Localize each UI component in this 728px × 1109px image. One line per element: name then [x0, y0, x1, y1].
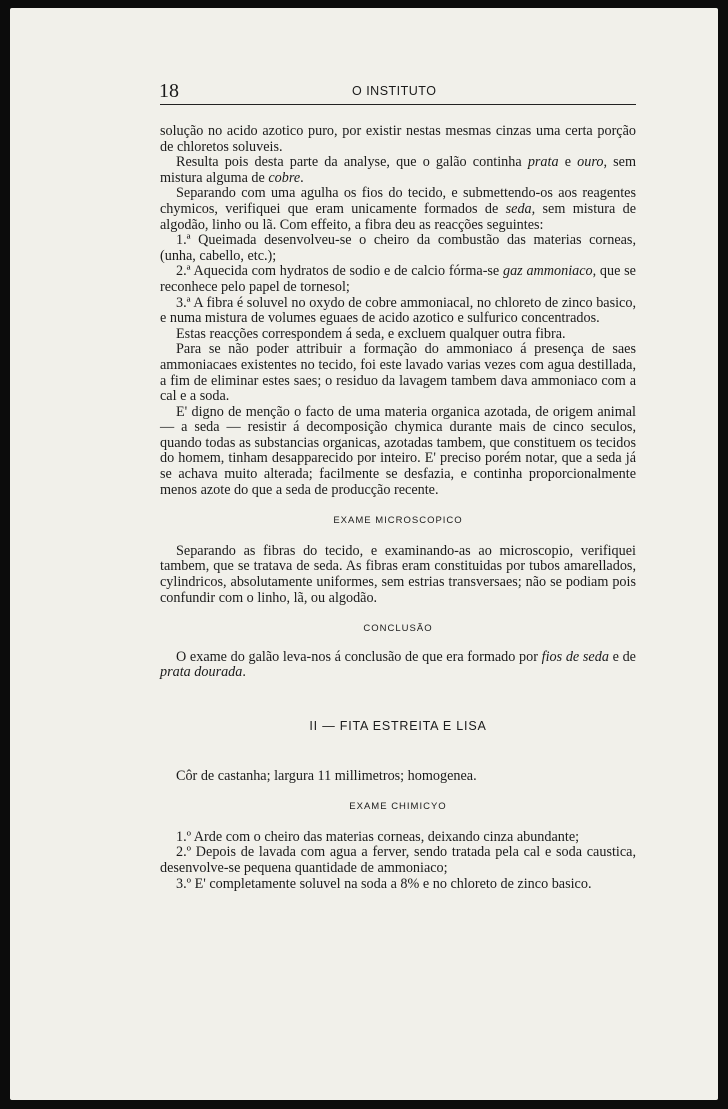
text-span: .: [300, 169, 304, 186]
section-title-chimico: EXAME CHIMICYO: [349, 801, 447, 813]
text-span: O exame do galão leva-nos á conclusão de que era formado por: [176, 648, 542, 665]
reaction-2: [160, 264, 636, 295]
term-gaz: gaz ammoniaco: [502, 263, 593, 280]
term-ouro: ouro: [577, 154, 604, 171]
chimico-item-1: 1.º Arde com o cheiro das materias corneas, deixando cinza abundante;: [176, 828, 580, 845]
chapter-title: II — FITA ESTREITA E LISA: [309, 719, 487, 733]
page-number: 18: [159, 80, 179, 102]
reaction-1: 1.ª Queimada desenvolveu-se o cheiro da combustão das materias corneas, (unha, cabello, etc.);: [160, 232, 636, 264]
term-cobre: cobre: [268, 169, 301, 186]
chimico-item-2: 2.º Depois de lavada com agua a ferver, sendo tratada pela cal e soda caustica, desenvolve-se pequena quantidade de ammoniaco;: [160, 844, 636, 876]
term-prata: prata: [527, 154, 559, 171]
section-title-conclusao: CONCLUSÃO: [363, 623, 433, 635]
paragraph-fita: Côr de castanha; largura 11 millimetros; homogenea.: [176, 767, 477, 784]
paragraph-conclusao: [160, 650, 636, 681]
paragraph-continuation: solução no acido azotico puro, por existir nestas mesmas cinzas uma certa porção de chloretos soluveis.: [160, 123, 636, 155]
paragraph-digno: E' digno de menção o facto de uma materia organica azotada, de origem animal — a seda — resistir á decomposição chymica durante mais de cinco seculos, quando todas as substancias organicas, azotadas tambem, que constituem os tecidos do homem, tinham desapparecido por inteiro. E' preciso porém notar, que a seda já se achava muito alterada; facilmente se desfazia, e continha proporcionalmente menos azote do que a seda de producção recente.: [160, 403, 636, 498]
term-prata-dourada: prata dourada: [160, 664, 243, 681]
reaction-3: 3.ª A fibra é soluvel no oxydo de cobre ammoniacal, no chloreto de zinco basico, e numa mistura de volumes eguaes de acido azotico e sulfurico concentrados.: [160, 294, 636, 327]
running-title: O INSTITUTO: [352, 84, 437, 98]
paragraph-separation: [160, 186, 636, 233]
section-title-microscopico: EXAME MICROSCOPICO: [333, 515, 463, 527]
text-span: Resulta pois desta parte da analyse, que o galão continha: [176, 154, 528, 171]
paragraph-result: [160, 155, 636, 186]
chimico-item-3: 3.º E' completamente soluvel na soda a 8% e no chloreto de zinco basico.: [176, 875, 592, 892]
text-span: 2.ª Aquecida com hydratos de sodio e de calcio fórma-se: [176, 263, 503, 280]
text-span: , que se reconhece pelo papel de tornesol;: [160, 263, 636, 295]
paragraph-ammoniaco: Para se não poder attribuir a formação do ammoniaco á presença de saes ammoniacaes existentes no tecido, foi este lavado varias vezes com agua destillada, a fim de eliminar estes saes; o residuo da lavagem tambem dava ammoniaco com a cal e a soda.: [160, 341, 636, 405]
term-fios-de-seda: fios de seda: [541, 648, 609, 665]
text-span: , sem mistura alguma de: [160, 154, 636, 186]
text-span: Separando com uma agulha os fios do tecido, e submettendo-os aos reagentes chymicos, verifiquei que eram unicamente formados de: [160, 185, 636, 217]
text-span: sem mistura de algodão, linho ou lã. Com effeito, a fibra deu as reacções seguintes:: [160, 200, 636, 233]
header-rule: [160, 104, 636, 105]
text-span: .: [242, 664, 246, 681]
text-span: e: [558, 154, 578, 171]
paragraph-correspond: Estas reacções correspondem á seda, e excluem qualquer outra fibra.: [176, 325, 566, 342]
paragraph-microscopico: Separando as fibras do tecido, e examinando-as ao microscopio, verifiquei tambem, que se tratava de seda. As fibras eram constituidas por tubos amarellados, cylindricos, absolutamente uniformes, sem estrias transversaes; não se podiam pois confundir com o linho, lã, ou algodão.: [160, 542, 636, 606]
text-span: e de: [608, 648, 636, 665]
page-body: [160, 124, 636, 892]
term-seda: seda,: [505, 200, 536, 217]
